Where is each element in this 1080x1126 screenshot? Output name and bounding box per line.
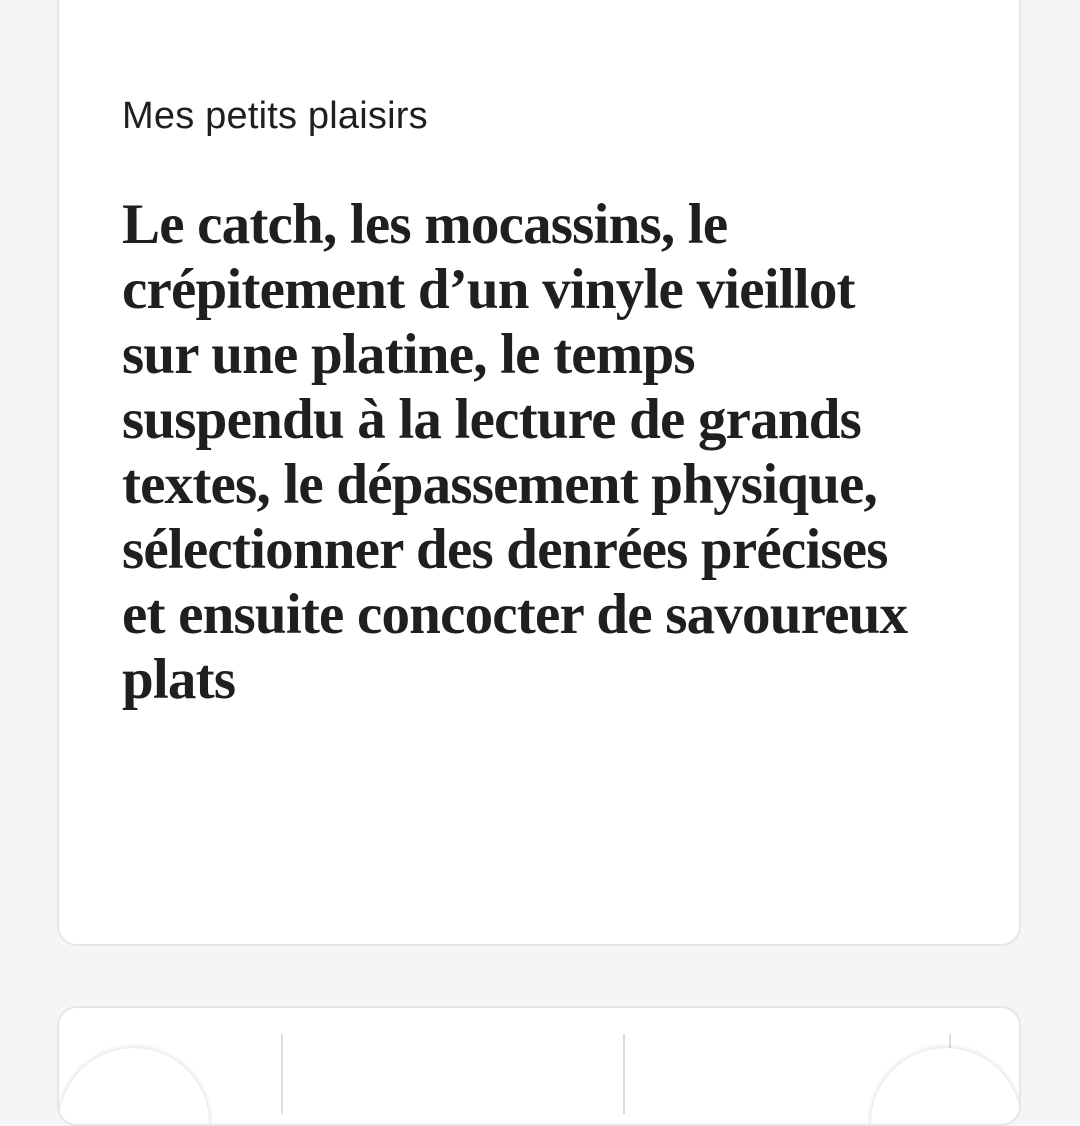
action-bar-divider <box>281 1034 283 1114</box>
action-bar-divider <box>623 1034 625 1114</box>
action-bar <box>57 1006 1021 1126</box>
prompt-question: Mes petits plaisirs <box>122 95 428 137</box>
prompt-card[interactable] <box>57 0 1021 946</box>
prompt-answer: Le catch, les mocassins, le crépitement d’un vinyle vieillot sur une platine, le temps suspendu à la lecture de grands textes, le dépassement physique, sélectionner des denrées précises et ensuite concocter de savoureux plats <box>122 193 908 711</box>
action-button-right[interactable] <box>871 1048 1021 1126</box>
action-button-left[interactable] <box>59 1048 209 1126</box>
